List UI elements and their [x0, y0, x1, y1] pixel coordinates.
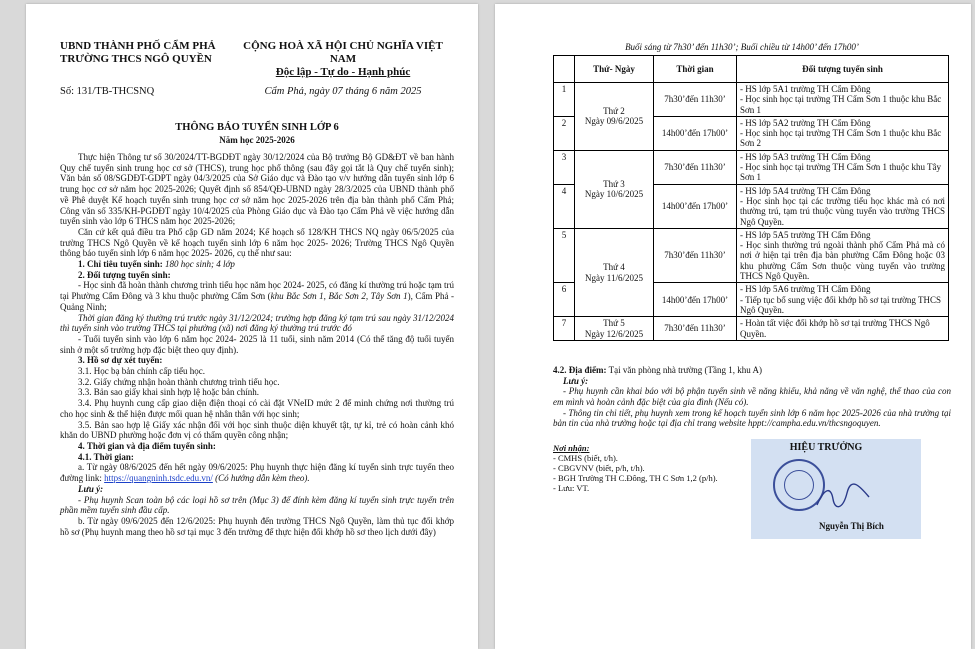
target-note: Thời gian đăng ký thường trú trước ngày 31/12/2024; trường hợp đăng ký tạm trú sau ngày 31/12/2024 thì tuyển sinh vào trường THCS tại phường (xã) nơi đăng ký thường trú trước đó	[60, 312, 454, 334]
national-title: CỘNG HOÀ XÃ HỘI CHỦ NGHĨA VIỆT NAM	[243, 40, 443, 65]
school-name: TRƯỜNG THCS NGÔ QUYỀN	[60, 53, 212, 65]
title-main: THÔNG BÁO TUYỂN SINH LỚP 6	[175, 122, 339, 133]
time-item-b: b. Từ ngày 09/6/2025 đến 12/6/2025: Phụ huynh đến trường THCS Ngô Quyền, làm thủ tục đối khớp hồ sơ (Phụ huynh mang theo hồ sơ tại mục 3 đến trường để thực hiện đối khớp hồ sơ theo lịch dưới đây)	[60, 515, 454, 537]
section-time-place-heading: 4. Thời gian và địa điểm tuyển sinh:	[78, 440, 216, 451]
location-note-1: - Phụ huynh cần khai báo với bộ phận tuyển sinh về năng khiếu, khả năng về văn nghệ, thể thao của con em mình và hoàn cảnh đặc biệt của gia đình (Nếu có).	[553, 386, 951, 407]
age-text: - Tuổi tuyển sinh vào lớp 6 năm học 2024- 2025 là 11 tuổi, sinh năm 2014 (Có thể tăng độ tuổi tuyển sinh ở một số trường hợp đặc biệt theo quy định).	[60, 333, 454, 355]
col-day: Thứ- Ngày	[575, 56, 654, 83]
doc-item-1: 3.1. Học bạ bản chính cấp tiểu học.	[78, 366, 205, 377]
table-row: 6 14h00’đến 17h00’ - HS lớp 5A6 trường TH Cẩm Đông - Tiếp tục bổ sung việc đối khớp hồ sơ tại trường THCS Ngô Quyền.	[554, 283, 949, 317]
day-cell: Thứ 4 Ngày 11/6/2025	[575, 228, 654, 316]
document-page-2	[495, 4, 971, 649]
footer	[553, 443, 951, 551]
session-note: Buổi sáng từ 7h30’ đến 11h30’; Buổi chiều từ 14h00’ đến 17h00’	[625, 42, 859, 52]
col-target: Đối tượng tuyển sinh	[737, 56, 949, 83]
recipient-item: - CBGVNV (biết, p/h, t/h).	[553, 463, 645, 474]
recipients-label: Nơi nhận:	[553, 443, 590, 454]
paragraph-legal-basis: Thực hiện Thông tư số 30/2024/TT-BGDĐT ngày 30/12/2024 của Bộ trưởng Bộ GD&ĐT về ban hành Quy chế tuyển sinh trung học cơ sở (THCS), trung học phổ thông (sau đây gọi tắt là Quy chế tuyển sinh); Văn bản số 08/SGDĐT-GDPT ngày 04/3/2025 của Sở Giáo dục và Đào tạo v/v hướng dẫn tuyển sinh lớp 6 trung học cơ sở năm học 2025-2026; Quyết định số 854/QĐ-UBND ngày 28/3/2025 của UBND thành phố về Phê duyệt Kế hoạch tuyển sinh trung học cơ sở năm học 2025-2026 trên địa bàn thành phố Cẩm Phả; Công văn số 335/KH-PGDĐT ngày 10/4/2025 của Phòng Giáo dục và Đào tạo Cẩm Phả về việc hướng dẫn tuyển sinh vào lớp 6 THCS năm học 2025-2026;	[60, 152, 454, 227]
doc-item-4: 3.4. Phụ huynh cung cấp giao diện điện thoại có cài đặt VNeID mức 2 để minh chứng nơi thường trú cho học sinh & thể hiện được mối quan hệ nhân thân với học sinh;	[60, 398, 454, 419]
signature-block	[751, 443, 931, 551]
recipients	[553, 443, 733, 551]
document-body	[60, 152, 454, 537]
section-target-heading: 2. Đối tượng tuyển sinh:	[78, 269, 171, 280]
table-row: 3 Thứ 3 Ngày 10/6/2025 7h30’đến 11h30’ - HS lớp 5A3 trường TH Cẩm Đông - Học sinh học tại trường TH Cẩm Sơn 1 thuộc khu Tây Sơn 1	[554, 150, 949, 184]
location-section	[553, 365, 951, 429]
principal-name: Nguyễn Thị Bích	[819, 521, 884, 532]
document-header	[60, 40, 454, 79]
note-text: - Phụ huynh Scan toàn bộ các loại hồ sơ trên (Mục 3) để đính kèm đăng kí tuyển sinh trực tuyến trên phần mềm tuyển sinh đầu cấp.	[60, 494, 454, 516]
schedule-table	[553, 55, 949, 341]
recipient-item: - CMHS (biết, t/h).	[553, 453, 618, 464]
location-note-2: - Thông tin chi tiết, phụ huynh xem trong kế hoạch tuyển sinh lớp 6 năm học 2025-2026 của nhà trường tại bản tin của nhà trường hoặc tại địa chỉ trang website hppt://campha.edu.vn/thcsngoquyen.	[553, 407, 951, 429]
principal-title: HIỆU TRƯỞNG	[789, 442, 863, 454]
table-row: 2 14h00’đến 17h00’ - HS lớp 5A2 trường TH Cẩm Đông - Học sinh học tại trường TH Cẩm Sơn 1 thuộc khu Bắc Sơn 2	[554, 116, 949, 150]
col-time: Thời gian	[654, 56, 737, 83]
location-note-label: Lưu ý:	[563, 375, 589, 386]
place-date: Cẩm Phả, ngày 07 tháng 6 năm 2025	[264, 86, 422, 97]
recipient-item: - BGH Trường TH C.Đông, TH C Sơn 1,2 (p/h).	[553, 473, 718, 484]
handwritten-signature-icon	[815, 483, 871, 511]
table-row: 1 Thứ 2 Ngày 09/6/2025 7h30’đến 11h30’ - HS lớp 5A1 trường TH Cẩm Đông - Học sinh học tại trường TH Cẩm Sơn 1 thuộc khu Bắc Sơn 1	[554, 83, 949, 117]
national-motto: Độc lập - Tự do - Hạnh phúc	[275, 66, 411, 78]
day-cell: Thứ 2 Ngày 09/6/2025	[575, 83, 654, 151]
paragraph-grounds: Căn cứ kết quả điều tra Phổ cập GD năm 2024; Kế hoạch số 128/KH THCS NQ ngày 06/5/2025 của trường THCS Ngô Quyền về kế hoạch tuyển sinh lớp 6 năm học 2025- 2026; Trường THCS Ngô Quyền thông báo tuyển sinh lớp 6 năm học 2025- 2026, cụ thể như sau:	[60, 226, 454, 259]
registration-link[interactable]: https://quangninh.tsdc.edu.vn/	[104, 473, 213, 484]
title-sub: Năm học 2025-2026	[219, 135, 295, 145]
schedule-header-row	[554, 56, 949, 83]
document-title	[60, 122, 454, 146]
doc-item-5: 3.5. Bản sao hợp lệ Giấy xác nhận đối với học sinh thuộc diện khuyết tật, tự kỉ, trẻ có hoàn cảnh khó khăn do UBND phường hoặc đơn vị có thẩm quyền công nhận;	[60, 419, 454, 441]
table-row: 4 14h00’đến 17h00’ - HS lớp 5A4 trường TH Cẩm Đông - Học sinh học tại các trường tiểu học khác mà có nơi thường trú, tạm trú thuộc vùng tuyển vào trường THCS Ngô Quyền.	[554, 184, 949, 228]
location-line: 4.2. Địa điểm: Tại văn phòng nhà trường (Tầng 1, khu A)	[553, 364, 762, 375]
section-quota: 1. Chỉ tiêu tuyển sinh: 180 học sinh; 4 lớp	[78, 259, 235, 270]
day-cell: Thứ 5 Ngày 12/6/2025	[575, 317, 654, 341]
document-page-1	[26, 4, 478, 649]
doc-item-2: 3.2. Giấy chứng nhận hoàn thành chương trình tiểu học.	[78, 376, 280, 387]
table-row: 7 Thứ 5 Ngày 12/6/2025 7h30’đến 11h30’ - Hoàn tất việc đối khớp hồ sơ tại trường THCS Ngô Quyền.	[554, 317, 949, 341]
recipient-item: - Lưu: VT.	[553, 483, 590, 494]
target-text: - Học sinh đã hoàn thành chương trình tiểu học năm học 2024- 2025, có đăng kí thường trú hoặc tạm trú tại Phường Cẩm Đông và 3 khu thuộc phường Cẩm Sơn (khu Bắc Sơn 1, Bắc Sơn 2, Tây Sơn 1), Cẩm Phả - Quảng Ninh;	[60, 280, 455, 312]
section-documents-heading: 3. Hồ sơ dự xét tuyển:	[78, 355, 163, 366]
document-number: Số: 131/TB-THCSNQ	[60, 86, 155, 97]
doc-item-3: 3.3. Bản sao giấy khai sinh hợp lệ hoặc bản chính.	[78, 387, 259, 398]
time-heading: 4.1. Thời gian:	[78, 451, 134, 462]
table-row: 5 Thứ 4 Ngày 11/6/2025 7h30’đến 11h30’ - HS lớp 5A5 trường TH Cẩm Đông - Học sinh thường trú ngoài thành phố Cẩm Phả mà có nơi ở hiện tại trên địa bàn phường Cẩm Đông hoặc 03 khu phường Cẩm Sơn thuộc vùng tuyển vào trường THCS Ngô Quyền.	[554, 228, 949, 282]
note-label: Lưu ý:	[78, 483, 104, 494]
agency-name: UBND THÀNH PHỐ CẨM PHẢ	[60, 40, 216, 52]
time-item-a: a. Từ ngày 08/6/2025 đến hết ngày 09/6/2025: Phụ huynh thực hiện đăng kí tuyển sinh trực tuyến theo đường link: https://quangninh.tsdc.edu.vn/ (Có hướng dẫn kèm theo).	[60, 462, 454, 484]
day-cell: Thứ 3 Ngày 10/6/2025	[575, 150, 654, 228]
